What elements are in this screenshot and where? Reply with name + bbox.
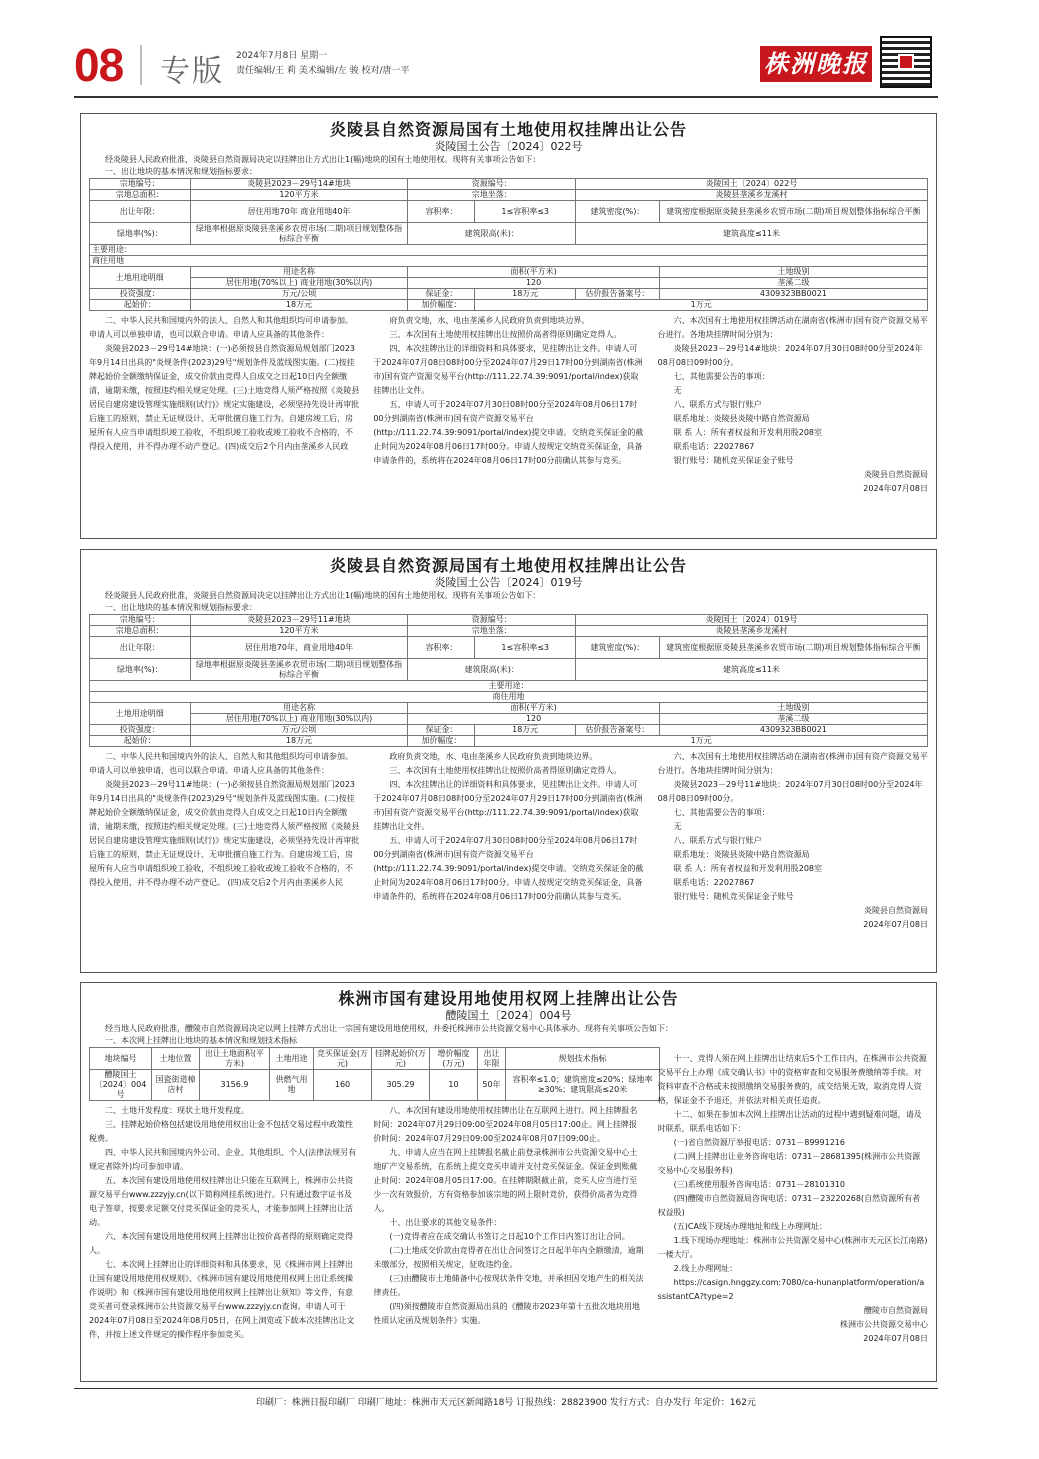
notice-title: 株洲市国有建设用地使用权网上挂牌出让公告 xyxy=(338,989,679,1008)
table-row: 土地用途明细 用途名称 面积(平方米) 土地级别 xyxy=(90,267,928,278)
table-row: 醴陵国土〔2024〕004号 国瓷街道樟店村 3156.9 供燃气用地 160 305.29 10 50年 容积率≤1.0；建筑密度≤20%；绿地率≥30%；建筑限高≤20米 xyxy=(90,1070,660,1101)
notice-number: 炎陵国土公告〔2024〕022号 xyxy=(434,140,583,153)
notice-body xyxy=(81,1049,936,1346)
newspaper-logo: 株洲晚报 xyxy=(760,46,872,82)
column-1: 二、中华人民共和国境内外的法人、自然人和其他组织均可申请参加。申请人可以单独申请，也可以联合申请。申请人应具备的其他条件： 炎陵县2023－29号11#地块：(一)必须按县自然资源局规划部门2023年9月14日出具的"炎规条件(2023)29号"规划条件及蓝线图实施。(二)按挂牌起始价全额缴纳保证金，成交价款由竞得人自成交之日起10日内全额缴清，逾期未缴，按照违约相关规定处理。(三)土地竞得人须严格按照《炎陵县居民自建房建设管理实施细则(试行)》规定实施建设，必须坚持先设计再审批后施工的原则，禁止无证规设计、无审批擅自施工行为。自建房竣工后，房屋所有人应当申请组织竣工验收，不组织竣工验收或竣工验收不合格的，不得投入使用，并不得办理不动产登记。 (四)成交后2个月内由垄溪乡人民 xyxy=(89,752,360,887)
table-header-row: 地块编号 土地位置 出让土地面积(平方米) 土地用途 竞买保证金(万元) 挂牌起始价(万元) 增价幅度(万元) 出让年限 规划技术指标 xyxy=(90,1048,660,1070)
divider xyxy=(140,45,142,85)
column-1: 二、土地开发程度：现状土地开发程度。 三、挂牌起始价格包括建设用地使用权出让金不包括交易过程中政策性税费。 四、中华人民共和国境内外公司、企业、其他组织、个人(法律法规另有规定者除外)均可参加申请。 五、本次国有建设用地使用权挂牌出让只能在互联网上，株洲市公共资源交易平台www.zzzyjy.cn(以下简称网挂系统)进行。只有通过数字证书及电子签章，按要求足额交付竞买保证金的竞买人，才能参加网上挂牌出让活动。 六、本次国有建设用地使用权网上挂牌出让按价高者得的原则确定竞得人。 七、本次网上挂牌出让的详细资料和具体要求，见《株洲市网上挂牌出让国有建设用地使用权规则》、《株洲市国有建设用地使用权网上出让系统操作说明》和《株洲市国有建设用地使用权网上挂牌出让须知》等文件，有意竞买者可登录株洲市公共资源交易平台www.zzzyjy.cn查询。申请人可于2024年07月08日至2024年08月05日，在网上浏览或下载本次挂牌出让文件，并按上述文件规定的操作程序参加竞买。 xyxy=(89,1106,357,1339)
notice-number: 醴陵国土〔2024〕004号 xyxy=(445,1009,572,1022)
notice-022 xyxy=(80,113,937,539)
table-row: 起始价： 18万元 加价幅度： 1万元 xyxy=(90,736,928,747)
table-row: 商住用地 xyxy=(90,256,928,267)
header-rule xyxy=(74,96,938,98)
notice-date: 2024年07月08日 xyxy=(863,920,928,929)
table-row: 宗地编号： 炎陵县2023－29号11#地块 资源编号： 炎陵国土〔2024〕019号 xyxy=(90,615,928,626)
table-row: 商住用地 xyxy=(90,692,928,703)
notice-date: 2024年07月08日 xyxy=(863,1334,928,1343)
notice-intro: 经炎陵县人民政府批准，炎陵县自然资源局决定以挂牌出让方式出让1(幅)地块的国有土地使用权。现将有关事项公告如下： 一、出让地块的基本情况和规划指标要求： xyxy=(105,155,541,176)
table-row: 出让年限： 居住用地70年，商业用地40年 容积率： 1≤容积率≤3 建筑密度(%)： 建筑密度根据原炎陵县垄溪乡农贸市场(二期)项目规划整体指标综合平衡 xyxy=(90,637,928,659)
column-2: 政府负责交地，水、电由垄溪乡人民政府负责到地块边界。 三、本次国有土地使用权挂牌出让按照价高者得原则确定竞得人。 四、本次挂牌出让的详细资料和具体要求，见挂牌出让文件。申请人可于2024年07月08日08时00分至2024年07月29日17时00分到湖南省(株洲市)国有资产资源交易平台(http://111.22.74.39:9091/portal/index)获取挂牌出让文件。 五、申请人可于2024年07月30日08时00分至2024年08月06日17时00分到湖南省(株洲市)国有资产资源交易平台(http://111.22.74.39:9091/portal/index)提交申请。交纳竞买保证金的截止时间为2024年08月06日17时00分。申请人按规定交纳竞买保证金，具备申请条件的，系统将在2024年08月06日17时00分前确认其参与竞买。 xyxy=(373,752,644,901)
notice-intro: 经当地人民政府批准，醴陵市自然资源局决定以网上挂牌方式出让一宗国有建设用地使用权，并委托株洲市公共资源交易中心具体承办。现将有关事项公告如下： 一、本次网上挂牌出让地块的基本情况和规划技术指标 xyxy=(105,1024,673,1045)
column-3: 六、本次国有土地使用权挂牌活动在湖南省(株洲市)国有资产资源交易平台进行。各地块挂牌时间分别为： 炎陵县2023－29号14#地块：2024年07月30日08时00分至2024年08月08日09时00分。 七、其他需要公告的事项： 无 八、联系方式与银行账户 联系地址：炎陵县炎陵中路自然资源局 联 系 人：所有者权益和开发利用股208室 联系电话：22027867 银行账号：随机竞买保证金子账号 炎陵县自然资源局 2024年07月08日 xyxy=(658,314,928,496)
table-row: 绿地率(%)： 绿地率根据原炎陵县垄溪乡农贸市场(二期)项目规划整体指标综合平衡 建筑限高(米)： 建筑高度≤11米 xyxy=(90,659,928,681)
section-title: 专版 xyxy=(160,54,224,89)
parcel-table xyxy=(89,614,928,747)
table-row: 居住用地(70%以上) 商业用地(30%以内) 120 垄溪二级 xyxy=(90,278,928,289)
table-row: 投资强度： 万元/公顷 保证金： 18万元 估价报告备案号： 4309323BB0021 xyxy=(90,725,928,736)
notice-body xyxy=(81,311,936,496)
table-row: 绿地率(%)： 绿地率根据原炎陵县垄溪乡农贸市场(二期)项目规划整体指标综合平衡 建筑限高(米)： 建筑高度≤11米 xyxy=(90,223,928,245)
issue-date: 2024年7月8日 星期一 xyxy=(236,51,328,61)
issue-info xyxy=(236,49,410,79)
column-3: 六、本次国有土地使用权挂牌活动在湖南省(株洲市)国有资产资源交易平台进行。各地块挂牌时间分别为： 炎陵县2023－29号11#地块：2024年07月30日08时00分至2024年08月08日09时00分。 七、其他需要公告的事项： 无 八、联系方式与银行账户 联系地址：炎陵县炎陵中路自然资源局 联 系 人：所有者权益和开发利用股208室 联系电话：22027867 银行账号：随机竞买保证金子账号 炎陵县自然资源局 2024年07月08日 xyxy=(658,750,928,932)
table-row: 主要用途： xyxy=(90,681,928,692)
notice-title: 炎陵县自然资源局国有土地使用权挂牌出让公告 xyxy=(329,120,687,139)
notice-number: 炎陵国土公告〔2024〕019号 xyxy=(434,576,583,589)
table-row: 起始价： 18万元 加价幅度： 1万元 xyxy=(90,300,928,311)
table-row: 宗地总面积： 120平方米 宗地坐落： 炎陵县垄溪乡龙溪村 xyxy=(90,190,928,201)
column-2: 八、本次国有建设用地使用权挂牌出让在互联网上进行。网上挂牌报名时间：2024年07月29日09:00至2024年08月05日17:00止。网上挂牌报价时间：2024年07月29日09:00至2024年08月07日09:00止。 九、申请人应当在网上挂牌报名截止前登录株洲市公共资源交易中心土地矿产交易系统，在系统上提交竞买申请并支付竞买保证金。保证金到账截止时间：2024年08月05日17:00。在挂牌期限截止前，竞买人应当进行至少一次有效报价，方有资格参加该宗地的网上限时竞价，获得价高者为竞得人。 十、出让要求的其他交易条件： (一)竞得者应在成交确认书签订之日起10个工作日内签订出让合同。 (二)土地成交价款由竞得者在出让合同签订之日起半年内全额缴清，逾期未缴部分，按照相关规定，征收违约金。 (三)由醴陵市土地储备中心按现状条件交地，并承担因交地产生的相关法律责任。 (四)须按醴陵市自然资源局出具的《醴陵市2023年第十五批次地块用地性质认定函及规划条件》实施。 xyxy=(373,1106,644,1325)
table-row: 主要用途： xyxy=(90,245,928,256)
notice-liling-004 xyxy=(80,982,937,1382)
table-row: 宗地总面积： 120平方米 宗地坐落： 炎陵县垄溪乡龙溪村 xyxy=(90,626,928,637)
page-number: 08 xyxy=(74,39,124,91)
notice-title: 炎陵县自然资源局国有土地使用权挂牌出让公告 xyxy=(329,556,687,575)
table-row: 居住用地(70%以上) 商业用地(30%以内) 120 垄溪二级 xyxy=(90,714,928,725)
table-row: 投资强度： 万元/公顷 保证金： 18万元 估价报告备案号： 4309323BB0021 xyxy=(90,289,928,300)
signature: 株洲市公共资源交易中心 xyxy=(839,1320,928,1329)
notice-date: 2024年07月08日 xyxy=(863,484,928,493)
column-2: 府负责交地，水、电由垄溪乡人民政府负责到地块边界。 三、本次国有土地使用权挂牌出让按照价高者得原则确定竞得人。 四、本次挂牌出让的详细资料和具体要求，见挂牌出让文件。申请人可于2024年07月08日08时00分至2024年07月29日17时00分到湖南省(株洲市)国有资产资源交易平台(http://111.22.74.39:9091/portal/index)获取挂牌出让文件。 五、申请人可于2024年07月30日08时00分至2024年08月06日17时00分到湖南省(株洲市)国有资产资源交易平台(http://111.22.74.39:9091/portal/index)提交申请。交纳竞买保证金的截止时间为2024年08月06日17时00分。申请人按规定交纳竞买保证金，具备申请条件的，系统将在2024年08月06日17时00分前确认其参与竞买。 xyxy=(373,316,644,465)
notice-intro: 经炎陵县人民政府批准，炎陵县自然资源局决定以挂牌出让方式出让1(幅)地块的国有土地使用权。现将有关事项公告如下： 一、出让地块的基本情况和规划指标要求： xyxy=(105,591,541,612)
signature: 炎陵县自然资源局 xyxy=(863,470,928,479)
notice-body xyxy=(81,747,936,932)
page-footer: 印刷厂：株洲日报印刷厂 印刷厂地址：株洲市天元区新闻路18号 订报热线：28823900 发行方式：自办发行 年定价：162元 xyxy=(74,1388,938,1408)
qr-code-icon xyxy=(880,36,932,88)
column-3: 十一、竞得人须在网上挂牌出让结束后5个工作日内，在株洲市公共资源交易平台上办理《成交确认书》中的资格审查和交易服务费缴纳等手续。对资料审查不合格或未按照缴纳交易服务费的，成交结果无效，取消竞得人资格，保证金不予退还，并依法对相关责任追责。 十二、如果在参加本次网上挂牌出让活动的过程中遇到疑难问题，请及时联系，联系电话如下： (一)省自然资源厅举报电话：0731－89991216 (二)网上挂牌出让业务咨询电话：0731－28681395(株洲市公共资源交易中心交易服务科) (三)系统使用服务咨询电话：0731－28101310 (四)醴陵市自然资源局咨询电话：0731－23220268(自然资源所有者权益股) (五)CA线下现场办理地址和线上办理网址： 1.线下现场办理地址：株洲市公共资源交易中心(株洲市天元区长江南路)一楼大厅。 2.线上办理网址： https://casign.hnggzy.com:7080/ca-hunanplatform/operation/assistantCA?type=2 醴陵市自然资源局 株洲市公共资源交易中心 2024年07月08日 xyxy=(658,1052,928,1346)
table-row: 出让年限： 居住用地70年 商业用地40年 容积率： 1≤容积率≤3 建筑密度(%)： 建筑密度根据原炎陵县垄溪乡农贸市场(二期)项目规划整体指标综合平衡 xyxy=(90,201,928,223)
table-row: 宗地编号： 炎陵县2023－29号14#地块 资源编号： 炎陵国土〔2024〕022号 xyxy=(90,179,928,190)
signature: 醴陵市自然资源局 xyxy=(863,1306,928,1315)
column-1: 二、中华人民共和国境内外的法人、自然人和其他组织均可申请参加。申请人可以单独申请，也可以联合申请。申请人应具备的其他条件： 炎陵县2023－29号14#地块：(一)必须按县自然资源局规划部门2023年9月14日出具的"炎规条件(2023)29号"规划条件及蓝线图实施。(二)按挂牌起始价全额缴纳保证金，成交价款由竞得人自成交之日起10日内全额缴清，逾期未缴，按照违约相关规定处理。(三)土地竞得人须严格按照《炎陵县居民自建房建设管理实施细则(试行)》规定实施建设，必须坚持先设计再审批后施工的原则，禁止无证规设计、无审批擅自施工行为。自建房竣工后，房屋所有人应当申请组织竣工验收，不组织竣工验收或竣工验收不合格的，不得投入使用，并不得办理不动产登记。(四)成交后2个月内由垄溪乡人民政 xyxy=(89,316,360,451)
editors-credit: 责任编辑/王 莉 美术编辑/左 骏 校对/唐一平 xyxy=(236,66,410,76)
signature: 炎陵县自然资源局 xyxy=(863,906,928,915)
parcel-table xyxy=(89,178,928,311)
notice-019 xyxy=(80,549,937,973)
masthead xyxy=(0,0,1039,100)
table-row: 土地用途明细 用途名称 面积(平方米) 土地级别 xyxy=(90,703,928,714)
